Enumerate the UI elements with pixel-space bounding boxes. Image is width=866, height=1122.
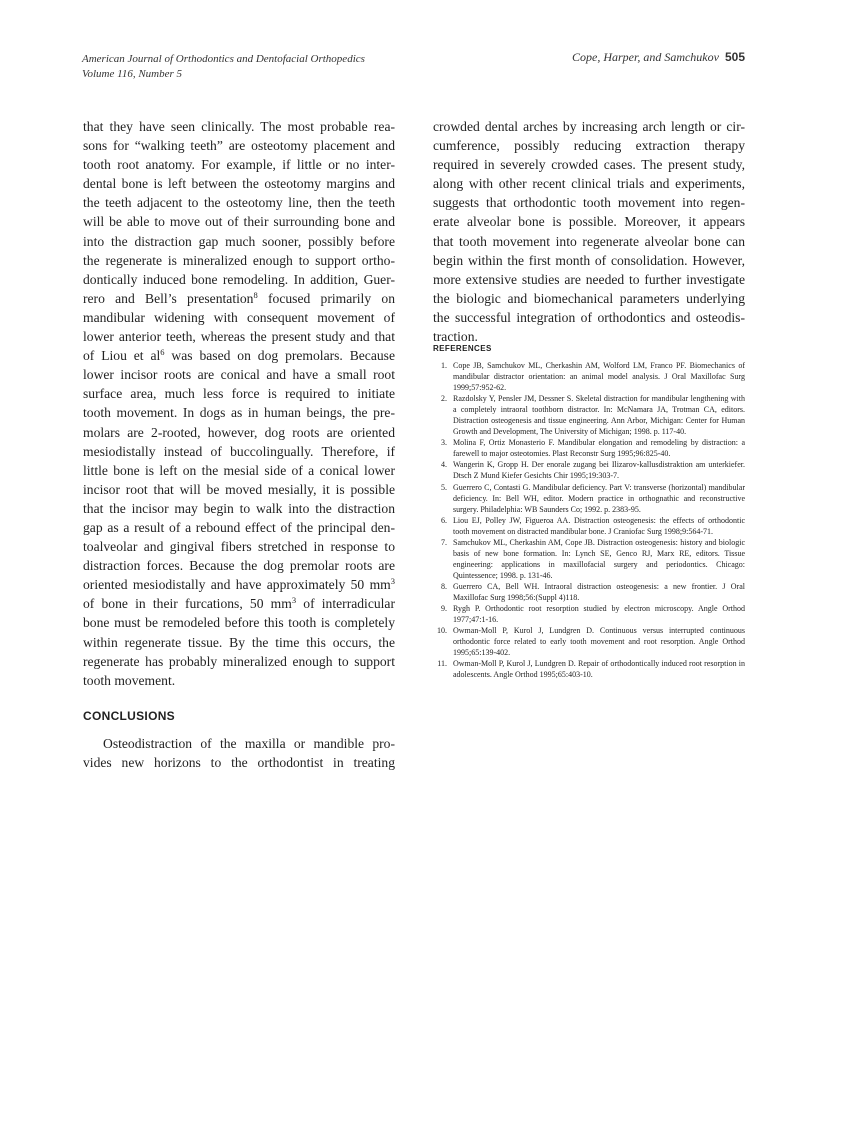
reference-number: 11. bbox=[437, 659, 447, 669]
text-line: crowded dental arches by increasing arch length or cir- bbox=[433, 119, 745, 134]
reference-item bbox=[433, 360, 745, 393]
reference-text: Owman-Moll P, Kurol J, Lundgren D. Repair of orthodontically induced root resorption in adolescents. Angle Orthod 1995;65:403-10. bbox=[453, 659, 745, 680]
reference-text: Rygh P. Orthodontic root resorption studied by electron microscopy. Angle Orthod 1977;47:1-16. bbox=[453, 604, 745, 625]
citation-ref: 6 bbox=[160, 347, 165, 358]
text-line: tooth root anatomy. For example, if little or no inter- bbox=[83, 157, 395, 173]
text-line: lower incisor roots are conical and have a small root bbox=[83, 367, 395, 383]
reference-item bbox=[433, 537, 745, 581]
citation-ref: 8 bbox=[253, 289, 258, 300]
reference-number: 1. bbox=[441, 361, 447, 370]
text-line: lower anterior teeth, whereas the present study and that bbox=[83, 329, 395, 345]
journal-title: American Journal of Orthodontics and Dentofacial Orthopedics bbox=[82, 53, 365, 65]
reference-text: Razdolsky Y, Pensler JM, Dessner S. Skeletal distraction for mandibular lengthening with a completely intraoral toothborn distractor. In: McNamara JA, Trotman CA, editors. Distraction osteogenesis and tissue engineering. Ann Arbor, Michigan: Center for Human Growth and Development, The University of Michigan; 1998. p. 117-40. bbox=[453, 394, 745, 437]
reference-item bbox=[433, 658, 745, 680]
text-line: little bone is left on the mesial side of a conical lower bbox=[83, 462, 395, 478]
text-line: dental bone is left between the osteotomy margins and bbox=[83, 176, 395, 192]
text-line: molars are 2-rooted, however, dog roots are oriented bbox=[83, 424, 395, 440]
reference-number: 6. bbox=[441, 515, 447, 525]
reference-item bbox=[433, 393, 745, 437]
text-line: tooth movement. In dogs as in human beings, the pre- bbox=[83, 405, 395, 421]
text-line: sons for “walking teeth” are osteotomy placement and bbox=[83, 138, 395, 154]
reference-number: 4. bbox=[441, 460, 447, 470]
right-column bbox=[433, 117, 745, 346]
text-line: surface area, much less force is required to initiate bbox=[83, 386, 395, 402]
header-authors: Cope, Harper, and Samchukov bbox=[571, 50, 719, 64]
text-line: regenerate has probably mineralized enough to support bbox=[83, 653, 395, 669]
running-header-right bbox=[572, 50, 745, 65]
body-paragraph bbox=[83, 117, 395, 690]
text-line: incisor root that will be moved mesially, it is possible bbox=[83, 481, 395, 497]
text-line: distraction forces. Because the dog premolar roots are bbox=[83, 558, 395, 574]
text-line: the biologic and biomechanical parameters underlying bbox=[433, 290, 745, 306]
text-line: the successful integration of orthodontics and osteodis- bbox=[433, 309, 745, 325]
reference-text: Guerrero CA, Bell WH. Intraoral distraction osteogenesis: a new frontier. J Oral Maxillofac Surg 1998;56:(Suppl 4)118. bbox=[453, 581, 745, 602]
reference-item bbox=[433, 515, 745, 537]
reference-text: Guerrero C, Contasti G. Mandibular deficiency. Part V: transverse (horizontal) mandibular deficiency. In: Bell WH, editor. Modern practice in orthognathic and reconstructive surgery. Philadelphia: WB Saunders Co; 1992. p. 2383-95. bbox=[453, 482, 745, 514]
reference-number: 5. bbox=[441, 482, 447, 492]
text-line: mandibular widening with consequent movement of bbox=[83, 309, 395, 325]
text-line: gap as a result of a rebound effect of the principal den- bbox=[83, 519, 395, 535]
text-line: erate alveolar bone is possible. Moreover, it appears bbox=[433, 214, 745, 230]
reference-item bbox=[433, 459, 745, 481]
text-line: will be able to move out of their surrounding bone and bbox=[83, 214, 395, 230]
text-line: the regenerate is mineralized enough to support ortho- bbox=[83, 252, 395, 268]
reference-text: Owman-Moll P, Kurol J, Lundgren D. Continuous versus interrupted continuous orthodontic force related to early tooth movement and root resorption. Angle Orthod 1995;65:139-402. bbox=[453, 626, 745, 658]
body-paragraph bbox=[83, 734, 395, 772]
references-list bbox=[433, 360, 745, 680]
reference-item bbox=[433, 437, 745, 459]
references-heading: REFERENCES bbox=[433, 344, 492, 353]
text-line: the teeth adjacent to the osteotomy line, then the teeth bbox=[83, 195, 395, 211]
reference-item bbox=[433, 603, 745, 625]
reference-text: Cope JB, Samchukov ML, Cherkashin AM, Wolford LM, Franco PF. Biomechanics of mandibular distractor orientation: an animal model analysis. J Oral Maxillofac Surg 1999;57:952-62. bbox=[453, 361, 745, 393]
text-line: tooth movement. bbox=[83, 672, 176, 688]
running-header-left bbox=[82, 52, 365, 82]
text-line: that the incisor may begin to walk into the distraction bbox=[83, 500, 395, 516]
reference-number: 3. bbox=[441, 438, 447, 448]
text-line: suggests that orthodontic tooth movement into regen- bbox=[433, 195, 745, 211]
text-line: required in severely crowded cases. The present study, bbox=[433, 157, 745, 173]
text-line: of Liou et $al^6$ was based on dog premolars. Because bbox=[83, 347, 395, 364]
superscript: 3 bbox=[291, 595, 297, 606]
text-line: within regenerate tissue. By the time this occurs, the bbox=[83, 634, 395, 650]
conclusions-heading: CONCLUSIONS bbox=[83, 708, 175, 723]
text-line: traction. bbox=[433, 329, 478, 345]
text-line: mesiodistally instead of buccolingually. Therefore, if bbox=[83, 443, 395, 459]
text-line: begin within the first month of consolidation. However, bbox=[433, 252, 745, 268]
text-line: along with other recent clinical trials and experiments, bbox=[433, 176, 745, 192]
body-paragraph bbox=[433, 117, 745, 346]
reference-number: 2. bbox=[441, 394, 447, 404]
reference-item bbox=[433, 625, 745, 658]
reference-number: 8. bbox=[441, 581, 447, 591]
text-line: cumference, possibly reducing extraction therapy bbox=[433, 138, 745, 154]
text-line: toalveolar and gingival fibers stretched in response to bbox=[83, 539, 395, 555]
text-line: Osteodistraction of the maxilla or mandible pro- bbox=[103, 735, 395, 751]
text-line: into the distraction gap much sooner, possibly before bbox=[83, 233, 395, 249]
text-line: rero and Bell’s presentation$^8$ focused primarily on bbox=[83, 289, 395, 306]
reference-item bbox=[433, 482, 745, 515]
text-line: bone must be remodeled before this tooth is completely bbox=[83, 615, 395, 631]
reference-text: Molina F, Ortiz Monasterio F. Mandibular elongation and remodeling by distraction: a farewell to major osteotomies. Plast Reconstr Surg 1995;96:825-40. bbox=[453, 438, 745, 459]
page-number: 505 bbox=[724, 50, 745, 64]
reference-number: 10. bbox=[437, 626, 447, 636]
reference-text: Liou EJ, Polley JW, Figueroa AA. Distraction osteogenesis: the effects of orthodontic tooth movement on distracted mandibular bone. J Craniofac Surg 1998;9:564-71. bbox=[453, 515, 745, 536]
text-line: oriented mesiodistally and have approximately 50 $mm^3$ bbox=[83, 576, 395, 593]
text-line: vides new horizons to the orthodontist in treating bbox=[83, 755, 395, 770]
reference-item bbox=[433, 581, 745, 603]
journal-volume: Volume 116, Number 5 bbox=[82, 68, 183, 80]
reference-text: Samchukov ML, Cherkashin AM, Cope JB. Distraction osteogenesis: history and biologic basis of new bone formation. In: Lynch SE, Genco RJ, Marx RE, editors. Tissue engineering: applications in maxillofacial surgery and periodontics. Chicago: Quintessence; 1998. p. 131-46. bbox=[453, 537, 745, 580]
reference-text: Wangerin K, Gropp H. Der enorale zugang bei Ilizarov-kallusdistraktion am unterkiefer. Dtsch Z Mund Kiefer Gesichts Chir 1995;19:303-7. bbox=[453, 460, 745, 481]
superscript: 3 bbox=[390, 576, 395, 587]
text-line: that tooth movement into regenerate alveolar bone can bbox=[433, 233, 745, 249]
text-line: dontically induced bone remodeling. In addition, Guer- bbox=[83, 271, 395, 287]
reference-number: 7. bbox=[441, 537, 447, 547]
text-line: more extensive studies are needed to further investigate bbox=[433, 271, 745, 287]
text-line: of bone in their furcations, 50 $mm^3$ of interradicular bbox=[83, 595, 395, 612]
left-column bbox=[83, 117, 395, 772]
reference-number: 9. bbox=[441, 604, 447, 614]
text-line: that they have seen clinically. The most probable rea- bbox=[83, 119, 395, 134]
